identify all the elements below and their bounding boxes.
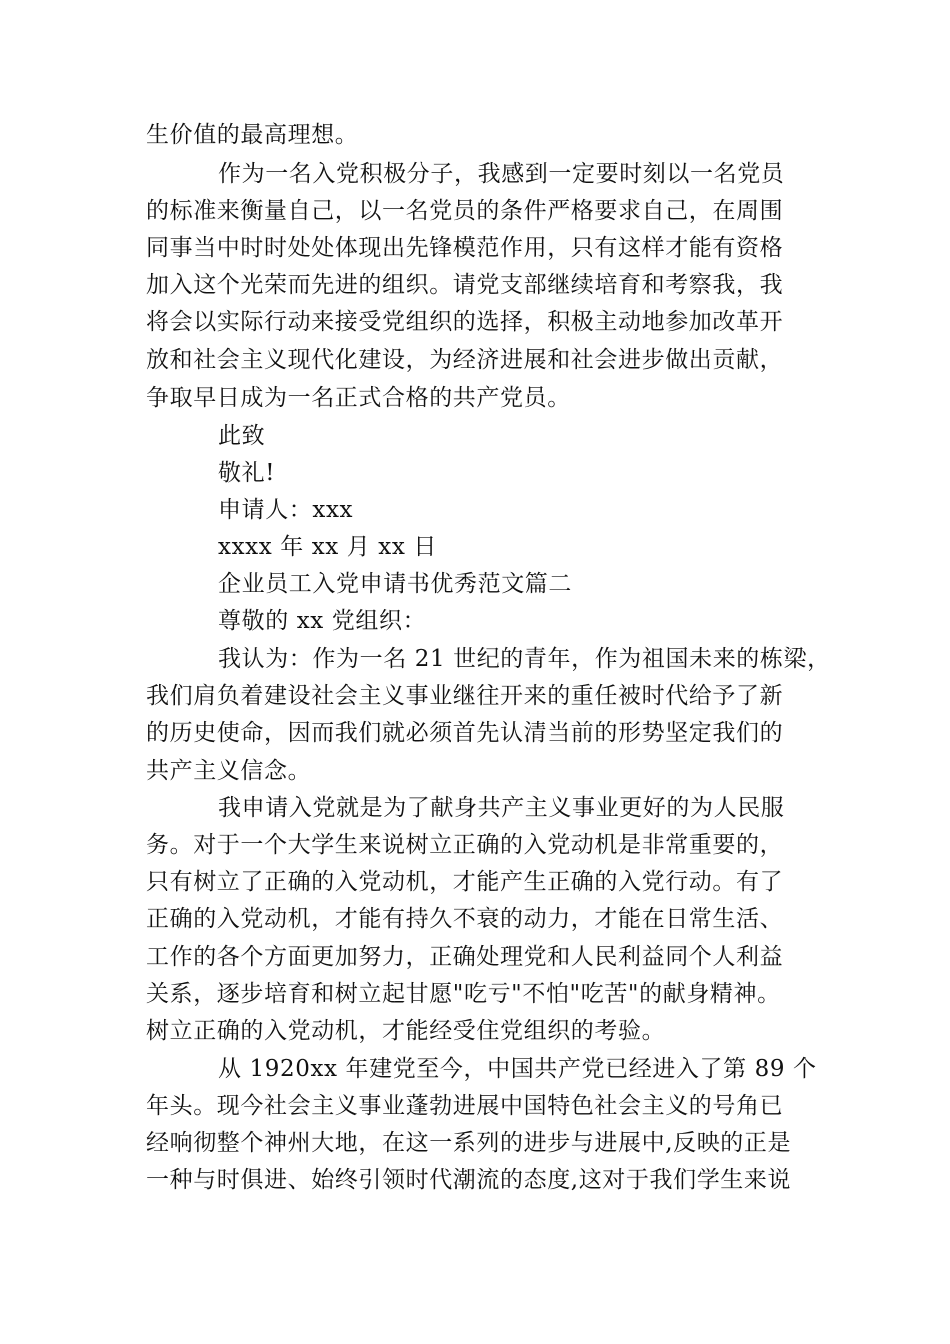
section-title: 企业员工入党申请书优秀范文篇二	[218, 571, 572, 597]
text-line: 经响彻整个神州大地，在这一系列的进步与进展中,反映的正是	[146, 1130, 792, 1156]
text-line: 一种与时俱进、始终引领时代潮流的态度,这对于我们学生来说	[146, 1167, 792, 1193]
text-line: 的标准来衡量自己，以一名党员的条件严格要求自己，在周围	[146, 198, 784, 224]
text-line: 共产主义信念。	[146, 758, 312, 784]
text-line: 正确的入党动机，才能有持久不衰的动力，才能在日常生活、	[146, 906, 784, 932]
paragraph-first-line: 从 1920xx 年建党至今，中国共产党已经进入了第 89 个	[218, 1056, 817, 1082]
text-line: 关系，逐步培育和树立起甘愿"吃亏"不怕"吃苦"的献身精神。	[146, 981, 781, 1007]
paragraph-first-line: 作为一名入党积极分子，我感到一定要时刻以一名党员	[218, 161, 785, 187]
text-line: 同事当中时时处处体现出先锋模范作用，只有这样才能有资格	[146, 235, 784, 261]
application-date: xxxx 年 xx 月 xx 日	[218, 534, 437, 560]
closing-regards: 敬礼!	[218, 460, 276, 486]
text-line: 年头。现今社会主义事业蓬勃进展中国特色社会主义的号角已	[146, 1093, 784, 1119]
text-line: 务。对于一个大学生来说树立正确的入党动机是非常重要的，	[146, 832, 784, 858]
text-line: 生价值的最高理想。	[146, 122, 359, 148]
text-line: 工作的各个方面更加努力，正确处理党和人民利益同个人利益	[146, 944, 784, 970]
text-line: 将会以实际行动来接受党组织的选择，积极主动地参加改革开	[146, 309, 784, 335]
applicant-name: 申请人：xxx	[218, 497, 354, 523]
text-line: 树立正确的入党动机，才能经受住党组织的考验。	[146, 1018, 666, 1044]
text-line: 只有树立了正确的入党动机，才能产生正确的入党行动。有了	[146, 869, 784, 895]
text-line: 放和社会主义现代化建设，为经济进展和社会进步做出贡献，	[146, 347, 784, 373]
text-line: 争取早日成为一名正式合格的共产党员。	[146, 385, 571, 411]
text-line: 我们肩负着建设社会主义事业继往开来的重任被时代给予了新	[146, 683, 784, 709]
text-line: 加入这个光荣而先进的组织。请党支部继续培育和考察我，我	[146, 272, 784, 298]
closing-salutation: 此致	[218, 423, 266, 449]
paragraph-first-line: 我认为：作为一名 21 世纪的青年，作为祖国未来的栋梁，	[218, 646, 831, 672]
text-line: 的历史使命，因而我们就必须首先认清当前的形势坚定我们的	[146, 720, 784, 746]
paragraph-first-line: 我申请入党就是为了献身共产主义事业更好的为人民服	[218, 795, 785, 821]
greeting: 尊敬的 xx 党组织：	[218, 608, 427, 634]
